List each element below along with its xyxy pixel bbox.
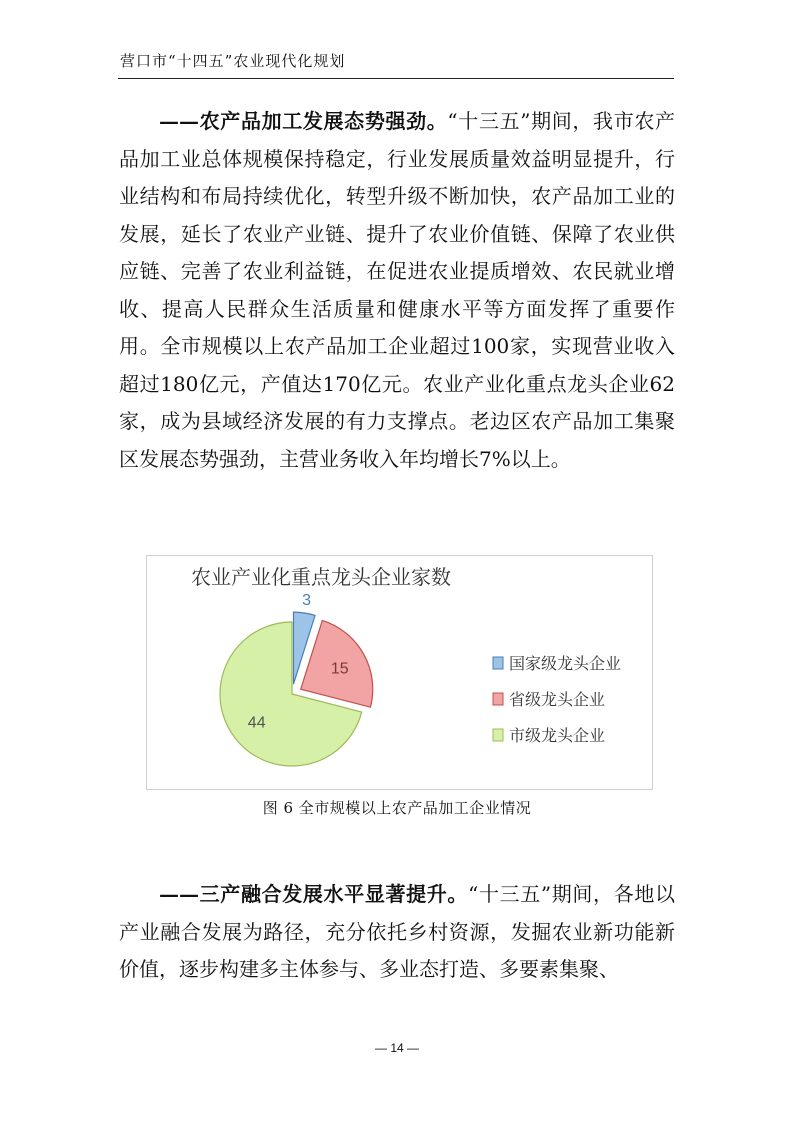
legend-swatch [493,729,503,741]
paragraph-integration [119,876,675,989]
slice-value-label: 3 [302,592,311,610]
paragraph-body: “十三五”期间，各地以产业融合发展为路径，充分依托乡村资源，发掘农业新功能新价值，逐步构建多主体参与、多业态打造、多要素集聚、 [119,882,676,981]
slice-value-label: 15 [330,660,349,678]
legend-swatch [493,657,503,669]
paragraph-lead: ——三产融合发展水平显著提升。 [159,882,469,906]
legend-label: 市级龙头企业 [509,728,606,745]
legend-label: 国家级龙头企业 [509,656,622,673]
legend-label: 省级龙头企业 [509,692,606,709]
slice-value-label: 44 [247,714,266,732]
paragraph-lead: ——农产品加工发展态势强劲。 [159,109,448,133]
paragraph-processing [119,103,675,478]
page-header: 营口市“十四五”农业现代化规划 [120,52,346,70]
figure-caption: 图 6 全市规模以上农产品加工企业情况 [262,799,532,817]
header-divider [118,78,674,79]
legend-swatch [493,693,503,705]
page-number: — 14 — [374,1041,419,1055]
pie-chart-canvas [147,556,652,789]
paragraph-body: “十三五”期间，我市农产品加工业总体规模保持稳定，行业发展质量效益明显提升，行业结构和布局持续优化，转型升级不断加快，农产品加工业的发展，延长了农业产业链、提升了农业价值链、保障了农业供应链、完善了农业利益链，在促进农业提质增效、农民就业增收、提高人民群众生活质量和健康水平等方面发挥了重要作用。全市规模以上农产品加工企业超过100家，实现营业收入超过180亿元，产值达170亿元。农业产业化重点龙头企业62家，成为县域经济发展的有力支撑点。老边区农产品加工集聚区发展态势强劲，主营业务收入年均增长7%以上。 [119,109,675,471]
chart-title: 农业产业化重点龙头企业家数 [191,567,451,589]
pie-chart [146,555,653,790]
